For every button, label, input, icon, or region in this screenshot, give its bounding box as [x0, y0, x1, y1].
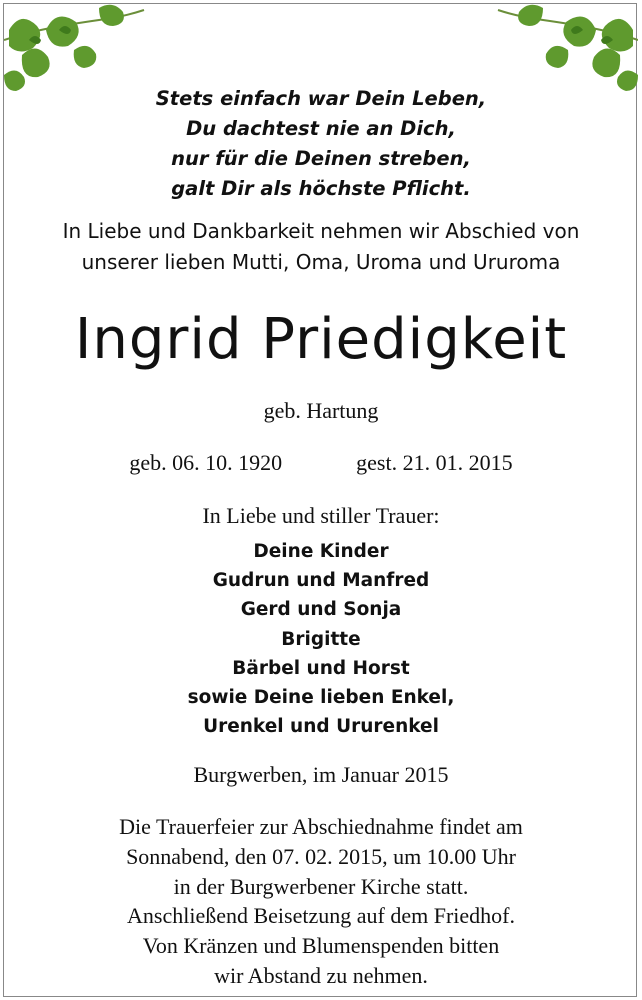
- service-line: Von Kränzen und Blumenspenden bitten: [142, 933, 500, 959]
- service-line: wir Abstand zu nehmen.: [214, 962, 428, 988]
- service-line: Die Trauerfeier zur Abschiednahme findet am: [119, 814, 523, 839]
- intro-line: In Liebe und Dankbarkeit nehmen wir Abschied von: [62, 219, 580, 243]
- intro-text: [0, 216, 642, 278]
- mourning-line: In Liebe und stiller Trauer:: [202, 503, 440, 528]
- death-date: gest. 21. 01. 2015: [356, 450, 513, 475]
- family-line: Brigitte: [281, 628, 361, 650]
- memorial-poem: [0, 84, 642, 204]
- family-line: sowie Deine lieben Enkel,: [187, 687, 455, 709]
- poem-line: Stets einfach war Dein Leben,: [155, 87, 487, 110]
- intro-line: unserer lieben Mutti, Oma, Uroma und Ururoma: [81, 250, 561, 274]
- service-line: Sonnabend, den 07. 02. 2015, um 10.00 Uhr: [126, 843, 516, 869]
- family-list: [0, 537, 642, 741]
- service-line: in der Burgwerbener Kirche statt.: [173, 873, 469, 899]
- life-dates: [0, 450, 642, 476]
- family-line: Gudrun und Manfred: [212, 570, 430, 592]
- family-line: Urenkel und Ururenkel: [203, 716, 439, 738]
- service-info: [0, 812, 642, 991]
- place-date: Burgwerben, im Januar 2015: [193, 762, 449, 787]
- birth-date: geb. 06. 10. 1920: [129, 450, 283, 475]
- family-line: Deine Kinder: [253, 541, 389, 562]
- service-line: Anschließend Beisetzung auf dem Friedhof.: [127, 903, 515, 929]
- poem-line: galt Dir als höchste Pflicht.: [171, 177, 471, 200]
- family-line: Gerd und Sonja: [240, 599, 402, 621]
- poem-line: nur für die Deinen streben,: [171, 147, 471, 170]
- deceased-name: Ingrid Priedigkeit: [74, 307, 568, 372]
- birth-name: geb. Hartung: [263, 398, 379, 423]
- poem-line: Du dachtest nie an Dich,: [186, 117, 456, 140]
- family-line: Bärbel und Horst: [232, 657, 410, 679]
